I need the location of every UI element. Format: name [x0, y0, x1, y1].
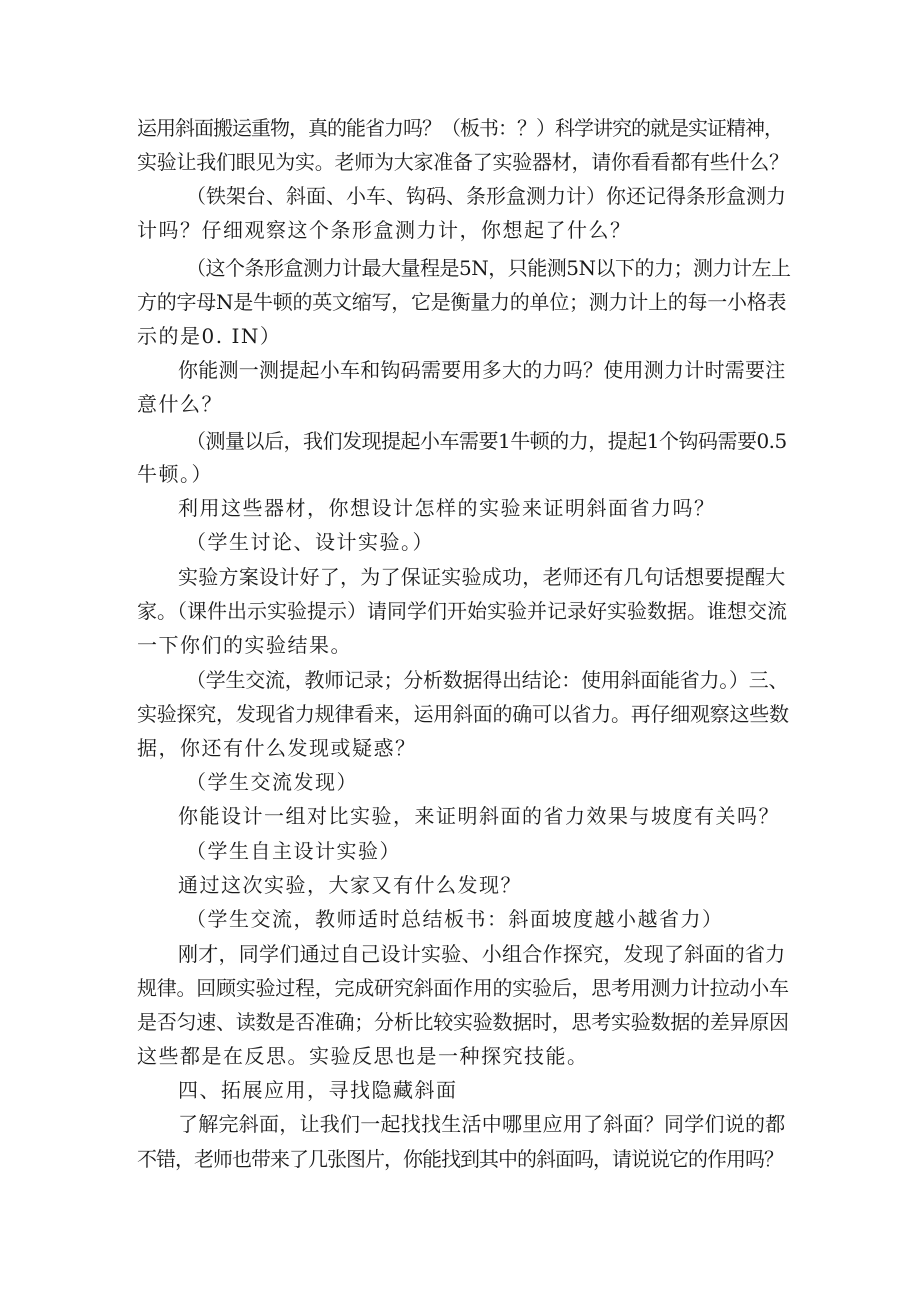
text-line: 这些都是在反思。实验反思也是一种探究技能。	[137, 1044, 589, 1068]
text-line: 利用这些器材，你想设计怎样的实验来证明斜面省力吗？	[178, 496, 716, 520]
text-line: （这个条形盒测力计最大量程是5N，只能测5N以下的力；测力计左上	[186, 256, 791, 280]
text-line: 通过这次实验，大家又有什么发现？	[178, 873, 522, 897]
text-line: 了解完斜面，让我们一起找找生活中哪里应用了斜面？同学们说的都	[178, 1112, 786, 1136]
text-line: （学生交流，教师适时总结板书：斜面坡度越小越省力）	[186, 907, 724, 931]
text-line: 实验让我们眼见为实。老师为大家准备了实验器材，请你看看都有些什么？	[137, 150, 789, 174]
text-line: 运用斜面搬运重物，真的能省力吗？（板书：？）科学讲究的就是实证精神，	[137, 116, 783, 140]
text-line: 刚才，同学们通过自己设计实验、小组合作探究，发现了斜面的省力	[178, 942, 786, 966]
text-line: 方的字母N是牛顿的英文缩写，它是衡量力的单位；测力计上的每一小格表	[137, 290, 787, 314]
text-line: 意什么？	[137, 392, 223, 416]
text-line: （学生自主设计实验）	[186, 839, 401, 863]
text-line: （测量以后，我们发现提起小车需要1牛顿的力，提起1个钩码需要0.5	[186, 429, 787, 453]
text-line: 你能测一测提起小车和钩码需要用多大的力吗？使用测力计时需要注	[178, 358, 786, 382]
section-heading: 四、拓展应用，寻找隐藏斜面	[178, 1078, 458, 1102]
text-line: 一下你们的实验结果。	[137, 633, 352, 657]
text-line: 牛顿。）	[137, 462, 213, 486]
text-line: （学生交流，教师记录；分析数据得出结论：使用斜面能省力。）三、	[186, 668, 789, 692]
text-line: 家。（课件出示实验提示）请同学们开始实验并记录好实验数据。谁想交流	[137, 599, 787, 623]
text-line: 计吗？仔细观察这个条形盒测力计，你想起了什么？	[137, 218, 632, 242]
text-line: 实验方案设计好了，为了保证实验成功，老师还有几句话想要提醒大	[178, 565, 786, 589]
text-line: （学生交流发现）	[186, 770, 358, 794]
text-line: 规律。回顾实验过程，完成研究斜面作用的实验后，思考用测力计拉动小车	[137, 976, 789, 1000]
text-line: 你能设计一组对比实验，来证明斜面的省力效果与坡度有关吗？	[178, 804, 780, 828]
text-line: 示的是0. IN）	[137, 324, 282, 348]
text-line: 不错，老师也带来了几张图片，你能找到其中的斜面吗，请说说它的作用吗？	[137, 1147, 783, 1171]
text-line: 是否匀速、读数是否准确；分析比较实验数据时，思考实验数据的差异原因	[137, 1010, 789, 1034]
text-line: （铁架台、斜面、小车、钩码、条形盒测力计）你还记得条形盒测力	[186, 184, 786, 208]
text-line: 实验探究，发现省力规律看来，运用斜面的确可以省力。再仔细观察这些数	[137, 702, 789, 726]
text-line: 据，你还有什么发现或疑惑？	[137, 736, 417, 760]
text-line: （学生讨论、设计实验。）	[186, 530, 434, 554]
